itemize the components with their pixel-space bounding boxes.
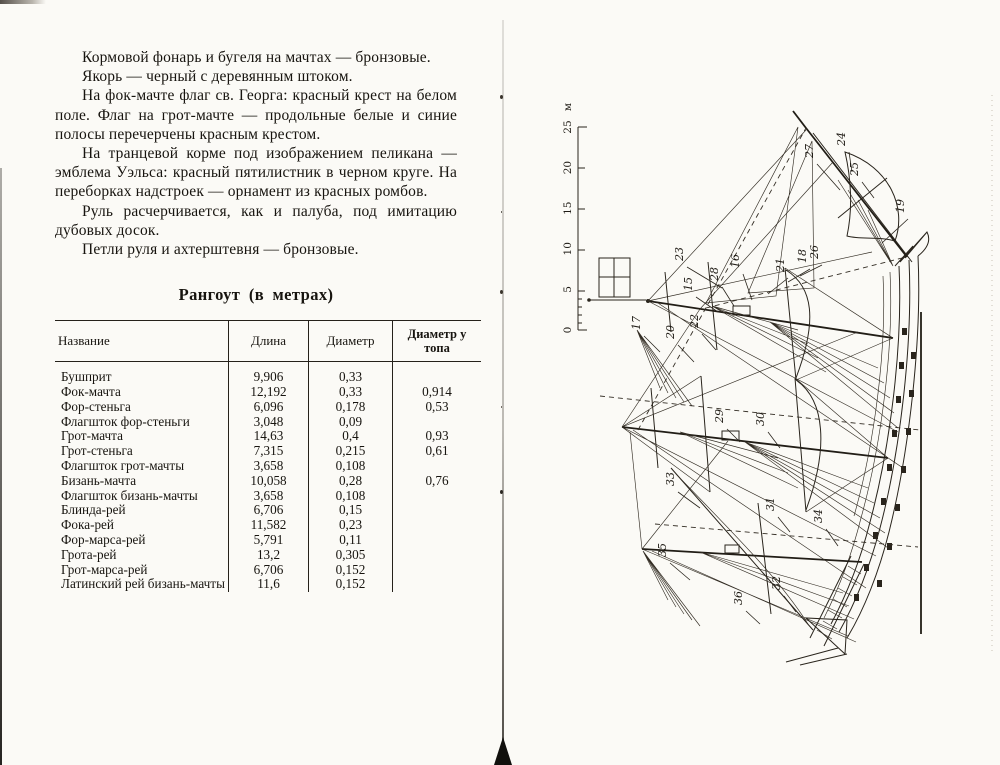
table-row xyxy=(55,362,481,385)
value-cell: 0,4 xyxy=(309,429,393,444)
value-cell: 0,152 xyxy=(309,577,393,592)
value-cell xyxy=(393,362,482,385)
table-row xyxy=(55,518,481,533)
rigging-dimensions-table xyxy=(55,320,481,592)
callout-leader xyxy=(702,334,716,350)
value-cell xyxy=(393,503,482,518)
value-cell: 0,108 xyxy=(309,489,393,504)
figure-callout-number: 35 xyxy=(656,543,669,557)
figure-callout-number: 28 xyxy=(708,267,721,281)
value-cell: 3,658 xyxy=(229,489,309,504)
column-header: Диаметр xyxy=(309,321,393,362)
value-cell xyxy=(393,548,482,563)
table-row xyxy=(55,548,481,563)
spar-name-cell: Латинский рей бизань-мачты xyxy=(55,577,229,592)
figure-callout-number: 27 xyxy=(803,144,816,158)
rigging-table-body xyxy=(55,362,481,592)
callout-leader xyxy=(800,265,822,276)
rigging-table-head xyxy=(55,321,481,362)
value-cell: 0,76 xyxy=(425,472,449,488)
text-block xyxy=(55,48,457,259)
paragraph: На транцевой корме под изображением пеликана — эмблема Уэльса: красный пятилистник в черном круге. На переборках надстроек — орнамент из красных ромбов. xyxy=(55,145,457,201)
figure-callout-number: 31 xyxy=(764,497,777,511)
figure-callout-number: 36 xyxy=(732,591,745,605)
paragraph: Руль расчерчивается, как и палуба, под имитацию дубовых досок. xyxy=(55,202,457,239)
figure-callout-number: 15 xyxy=(682,277,695,291)
scale-ruler xyxy=(562,103,587,333)
value-cell: 3,048 xyxy=(229,415,309,430)
scale-tick-label: 15 xyxy=(562,201,574,215)
value-cell: 13,2 xyxy=(229,548,309,563)
figure-callout-number: 21 xyxy=(774,258,787,272)
spar-name-cell: Фор-марса-рей xyxy=(55,533,229,548)
spar-name-cell: Флагшток фор-стеньги xyxy=(55,415,229,430)
value-cell: 0,09 xyxy=(309,415,393,430)
callout-leader xyxy=(788,269,810,282)
value-cell xyxy=(393,577,482,592)
value-cell: 0,28 xyxy=(309,474,393,489)
spar-name-cell: Грот-стеньга xyxy=(55,444,229,459)
column-header: Диаметр у топа xyxy=(393,321,482,362)
value-cell: 0,305 xyxy=(309,548,393,563)
flag-st-george-icon xyxy=(587,258,646,302)
spar-name-cell: Фока-рей xyxy=(55,518,229,533)
value-cell: 0,11 xyxy=(309,533,393,548)
spar-name-cell: Грот-марса-рей xyxy=(55,563,229,578)
scale-tick-label: 10 xyxy=(562,242,574,256)
table-row xyxy=(55,577,481,592)
table-row xyxy=(55,385,481,400)
figure-callout-number: 17 xyxy=(630,316,643,330)
gutter-ink-blob xyxy=(494,737,512,765)
figure-callout-number: 29 xyxy=(713,409,726,423)
spar-name-cell: Флагшток грот-мачты xyxy=(55,459,229,474)
spar-name-cell: Фор-стеньга xyxy=(55,400,229,415)
figure-callout-number: 32 xyxy=(770,576,783,590)
value-cell: 9,906 xyxy=(229,362,309,385)
table-row xyxy=(55,415,481,430)
scale-unit-label: м xyxy=(562,102,574,112)
scale-tick-label: 20 xyxy=(562,160,574,175)
value-cell xyxy=(393,563,482,578)
spar-name-cell: Фок-мачта xyxy=(55,385,229,400)
ship-rigging-figure xyxy=(545,85,1000,670)
spar-name-cell: Грот-мачта xyxy=(55,429,229,444)
value-cell: 12,192 xyxy=(229,385,309,400)
figure-callout-number: 18 xyxy=(796,249,809,263)
table-row xyxy=(55,444,481,459)
value-cell xyxy=(393,459,482,474)
spar-name-cell: Бизань-мачта xyxy=(55,474,229,489)
value-cell: 5,791 xyxy=(229,533,309,548)
table-row xyxy=(55,429,481,444)
value-cell: 0,108 xyxy=(309,459,393,474)
figure-callout-number: 24 xyxy=(835,132,848,146)
value-cell: 6,096 xyxy=(229,400,309,415)
callout-leader xyxy=(746,611,760,624)
value-cell xyxy=(393,533,482,548)
table-row xyxy=(55,400,481,415)
value-cell: 0,23 xyxy=(309,518,393,533)
rigging-lines xyxy=(600,128,920,642)
left-page xyxy=(55,48,467,592)
figure-callout-number: 25 xyxy=(848,162,861,176)
stern-gallery xyxy=(786,556,864,665)
table-row xyxy=(55,533,481,548)
paragraph: Кормовой фонарь и бугеля на мачтах — бронзовые. xyxy=(82,49,431,66)
column-header: Название xyxy=(55,321,229,362)
spar-name-cell: Грота-рей xyxy=(55,548,229,563)
value-cell: 7,315 xyxy=(229,444,309,459)
figure-callout-number: 22 xyxy=(688,314,701,328)
value-cell: 0,914 xyxy=(422,384,452,400)
value-cell: 11,582 xyxy=(229,518,309,533)
figure-callout-number: 20 xyxy=(664,325,677,339)
value-cell: 0,15 xyxy=(309,503,393,518)
book-gutter xyxy=(502,20,504,765)
value-cell xyxy=(393,489,482,504)
value-cell: 0,93 xyxy=(425,428,449,444)
value-cell: 0,215 xyxy=(309,444,393,459)
value-cell: 6,706 xyxy=(229,563,309,578)
column-header: Длина xyxy=(229,321,309,362)
gutter-specks xyxy=(500,95,503,99)
scale-tick-label: 5 xyxy=(562,286,574,293)
figure-callout-number: 16 xyxy=(729,254,742,268)
spar-name-cell: Блинда-рей xyxy=(55,503,229,518)
value-cell: 3,658 xyxy=(229,459,309,474)
scan-smudge xyxy=(0,0,46,4)
figure-callout-number: 19 xyxy=(894,199,907,213)
value-cell: 6,706 xyxy=(229,503,309,518)
callout-leader xyxy=(670,563,690,580)
value-cell: 14,63 xyxy=(229,429,309,444)
figure-callout-number: 23 xyxy=(673,247,686,261)
value-cell: 0,33 xyxy=(309,362,393,385)
rigging-table-head-row xyxy=(55,321,481,362)
scale-tick-label: 0 xyxy=(562,326,574,334)
table-row xyxy=(55,503,481,518)
paragraph: Петли руля и ахтерштевня — бронзовые. xyxy=(82,241,359,259)
figure-callout-number: 26 xyxy=(808,245,821,259)
table-row xyxy=(55,474,481,489)
page-edge-shadow xyxy=(0,168,2,765)
value-cell: 10,058 xyxy=(229,474,309,489)
value-cell xyxy=(393,518,482,533)
figure-callout-number: 33 xyxy=(664,472,677,486)
table-row xyxy=(55,563,481,578)
table-row xyxy=(55,459,481,474)
paragraph: На фок-мачте флаг св. Георга: красный крест на белом поле. Флаг на грот-мачте — продольные белые и синие полосы перечерчены красным крестом. xyxy=(55,87,457,143)
table-title: Рангоут (в метрах) xyxy=(178,285,334,305)
callout-leader xyxy=(678,345,694,362)
value-cell: 0,178 xyxy=(309,400,393,415)
paragraph: Якорь — черный с деревянным штоком. xyxy=(82,68,353,86)
figure-callout-number: 34 xyxy=(812,509,825,523)
scale-labels xyxy=(562,103,574,333)
value-cell: 0,152 xyxy=(309,563,393,578)
value-cell xyxy=(393,415,482,430)
figure-callout-number: 30 xyxy=(754,412,767,426)
spar-name-cell: Бушприт xyxy=(55,362,229,385)
value-cell: 0,33 xyxy=(309,385,393,400)
table-row xyxy=(55,489,481,504)
value-cell: 0,53 xyxy=(425,398,449,414)
value-cell: 11,6 xyxy=(229,577,309,592)
callout-leader xyxy=(826,529,838,546)
value-cell: 0,61 xyxy=(425,443,449,459)
spar-name-cell: Флагшток бизань-мачты xyxy=(55,489,229,504)
scale-tick-label: 25 xyxy=(562,120,574,134)
